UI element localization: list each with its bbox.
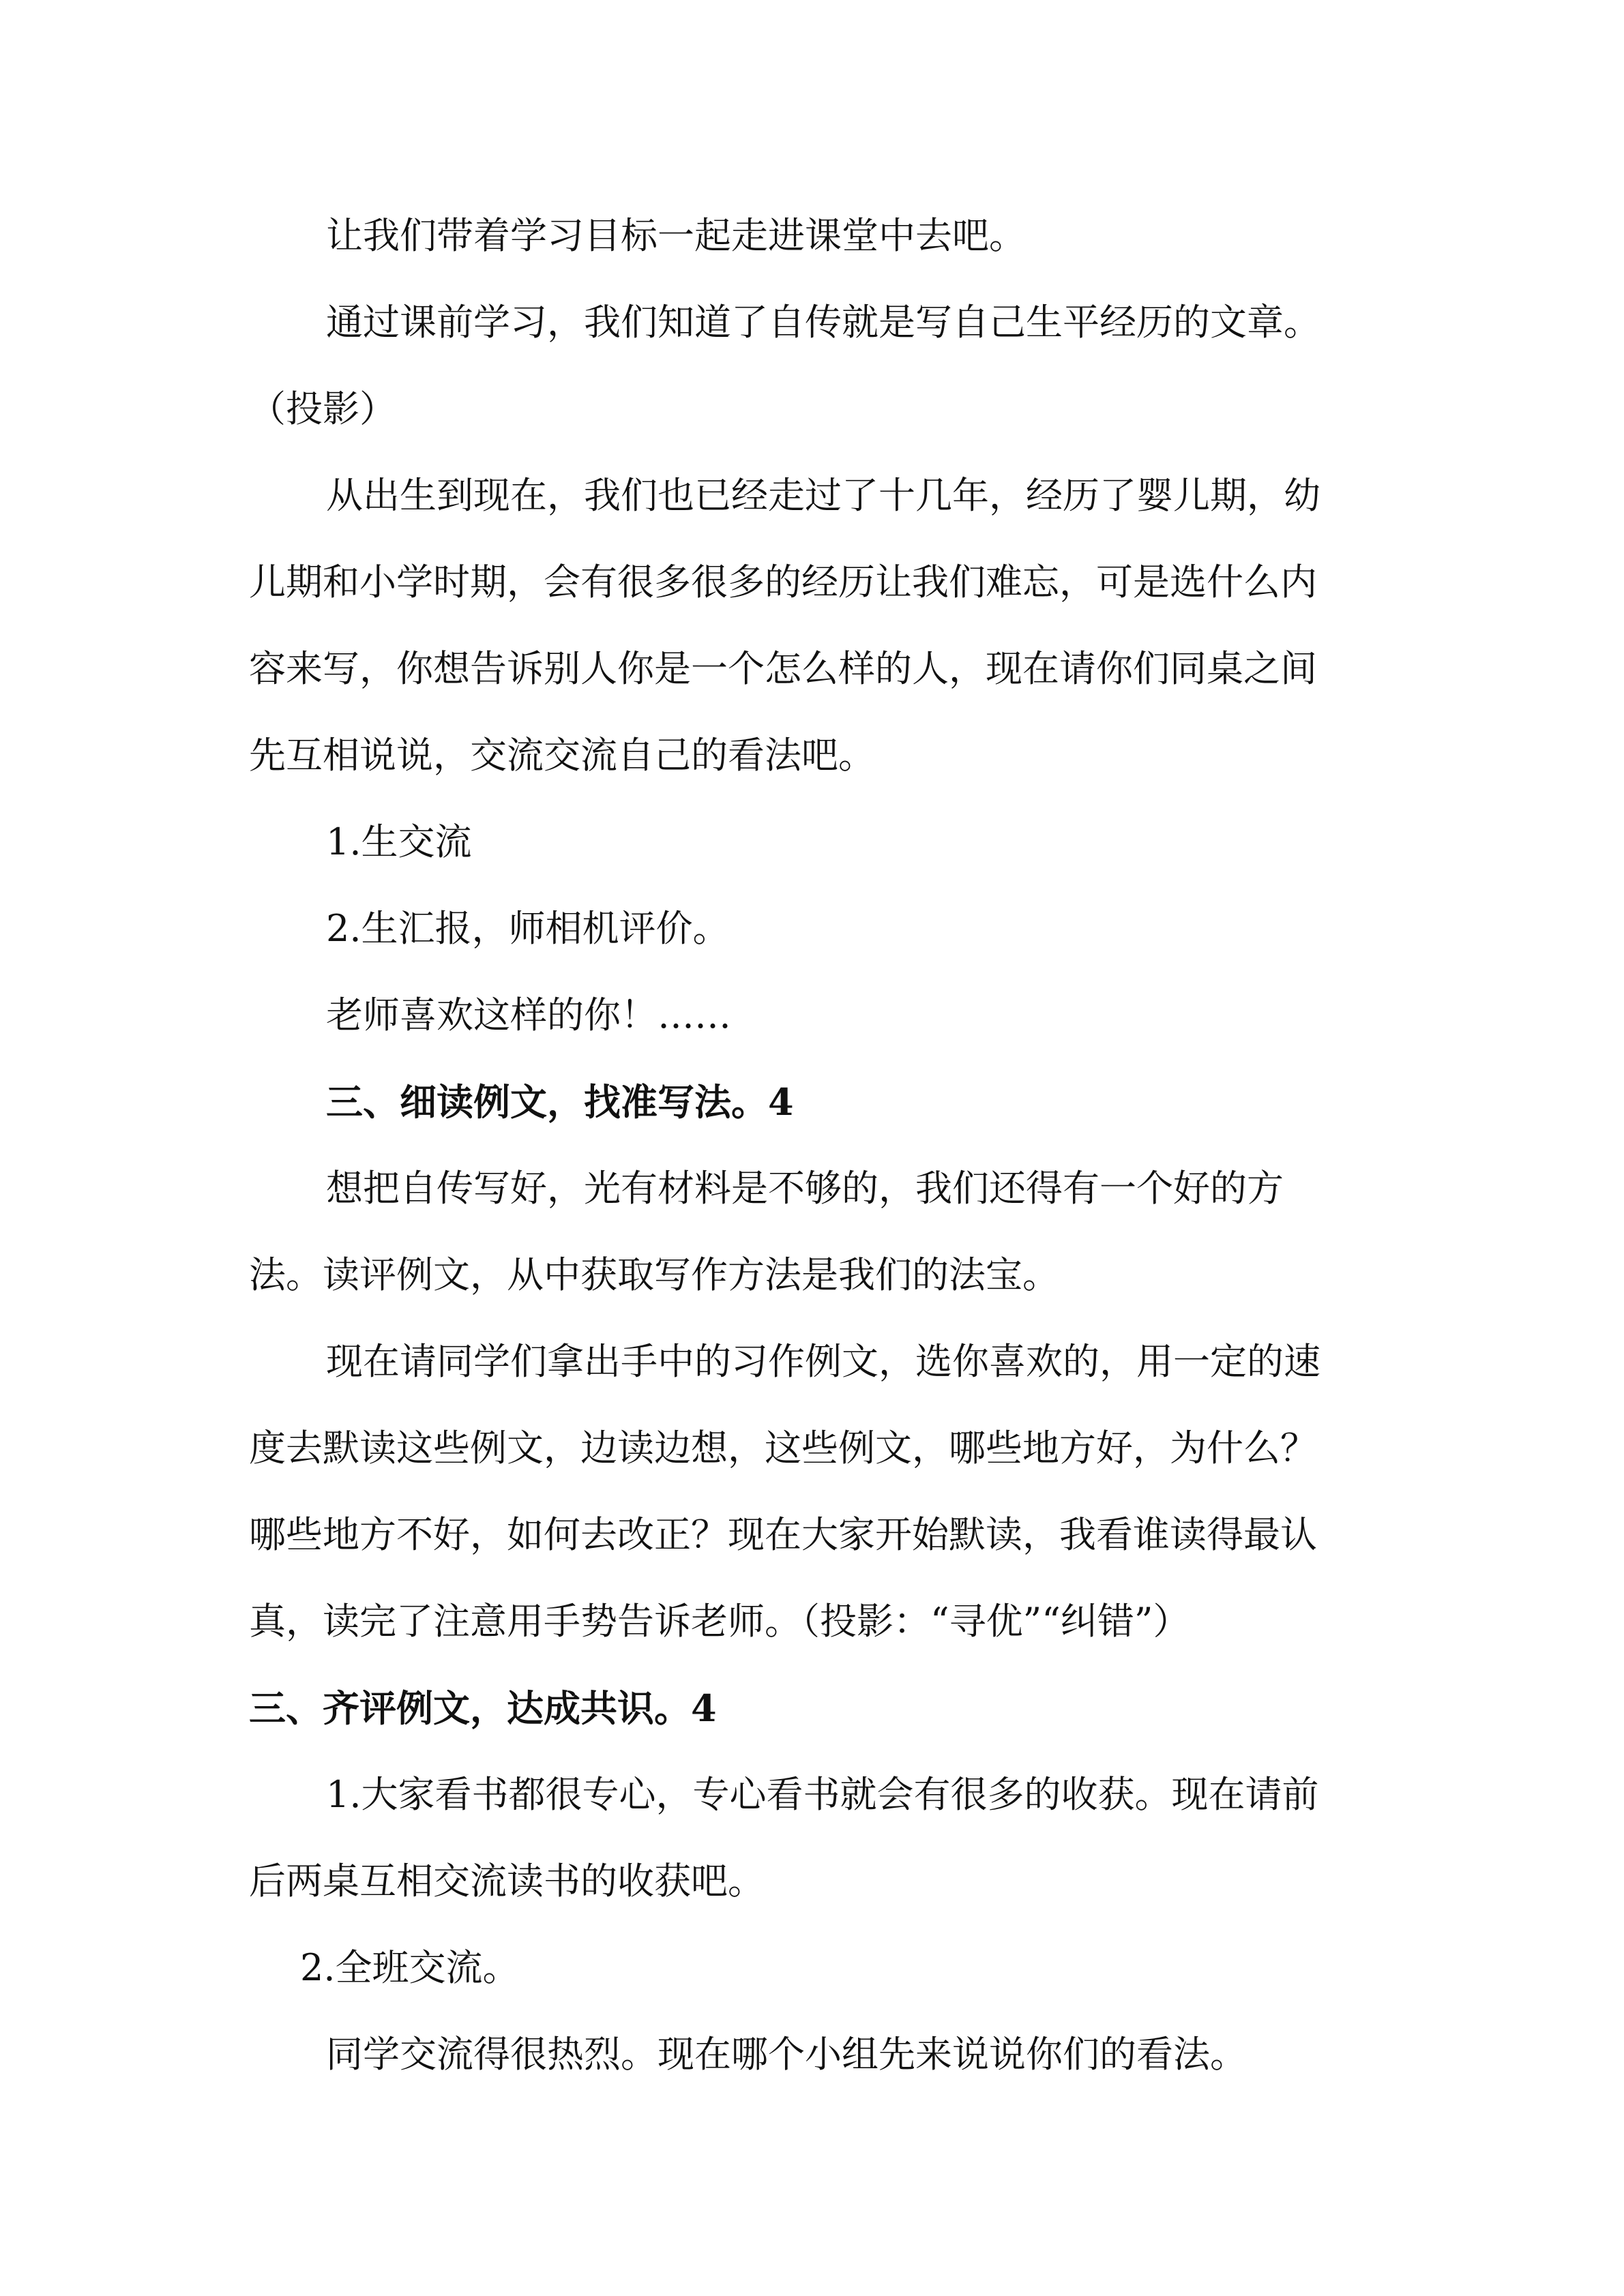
- paragraph-line: 儿期和小学时期，会有很多很多的经历让我们难忘，可是选什么内: [249, 561, 1317, 603]
- paragraph-line: 老师喜欢这样的你！……: [326, 994, 731, 1037]
- paragraph-line: 从出生到现在，我们也已经走过了十几年，经历了婴儿期，幼: [326, 474, 1320, 517]
- paragraph-line: 法。读评例文，从中获取写作方法是我们的法宝。: [249, 1253, 1059, 1296]
- paragraph-line: 现在请同学们拿出手中的习作例文，选你喜欢的，用一定的速: [326, 1340, 1320, 1383]
- section-heading: 三、齐评例文，达成共识。4: [249, 1686, 717, 1730]
- list-item: 1.生交流: [326, 820, 472, 863]
- section-heading: 三、细读例文，找准写法。4: [326, 1080, 794, 1124]
- paragraph-line: 让我们带着学习目标一起走进课堂中去吧。: [326, 214, 1026, 257]
- list-item: 2.全班交流。: [300, 1946, 520, 1989]
- paragraph-line: 真，读完了注意用手势告诉老师。（投影：“寻优”“纠错”）: [249, 1600, 1190, 1643]
- paragraph-line: （投影）: [249, 387, 396, 430]
- paragraph-line: 同学交流得很热烈。现在哪个小组先来说说你们的看法。: [326, 2033, 1247, 2076]
- list-item: 2.生汇报，师相机评价。: [326, 907, 730, 950]
- paragraph-line: 容来写，你想告诉别人你是一个怎么样的人，现在请你们同桌之间: [249, 647, 1317, 690]
- paragraph-line: 哪些地方不好，如何去改正？现在大家开始默读，我看谁读得最认: [249, 1513, 1317, 1556]
- paragraph-line: 想把自传写好，光有材料是不够的，我们还得有一个好的方: [326, 1167, 1284, 1210]
- paragraph-line: 后两桌互相交流读书的收获吧。: [249, 1860, 765, 1903]
- paragraph-line: 度去默读这些例文，边读边想，这些例文，哪些地方好，为什么？: [249, 1427, 1317, 1470]
- list-item: 1.大家看书都很专心，专心看书就会有很多的收获。现在请前: [326, 1773, 1319, 1816]
- paragraph-line: 通过课前学习，我们知道了自传就是写自己生平经历的文章。: [326, 301, 1320, 344]
- paragraph-line: 先互相说说，交流交流自己的看法吧。: [249, 734, 875, 777]
